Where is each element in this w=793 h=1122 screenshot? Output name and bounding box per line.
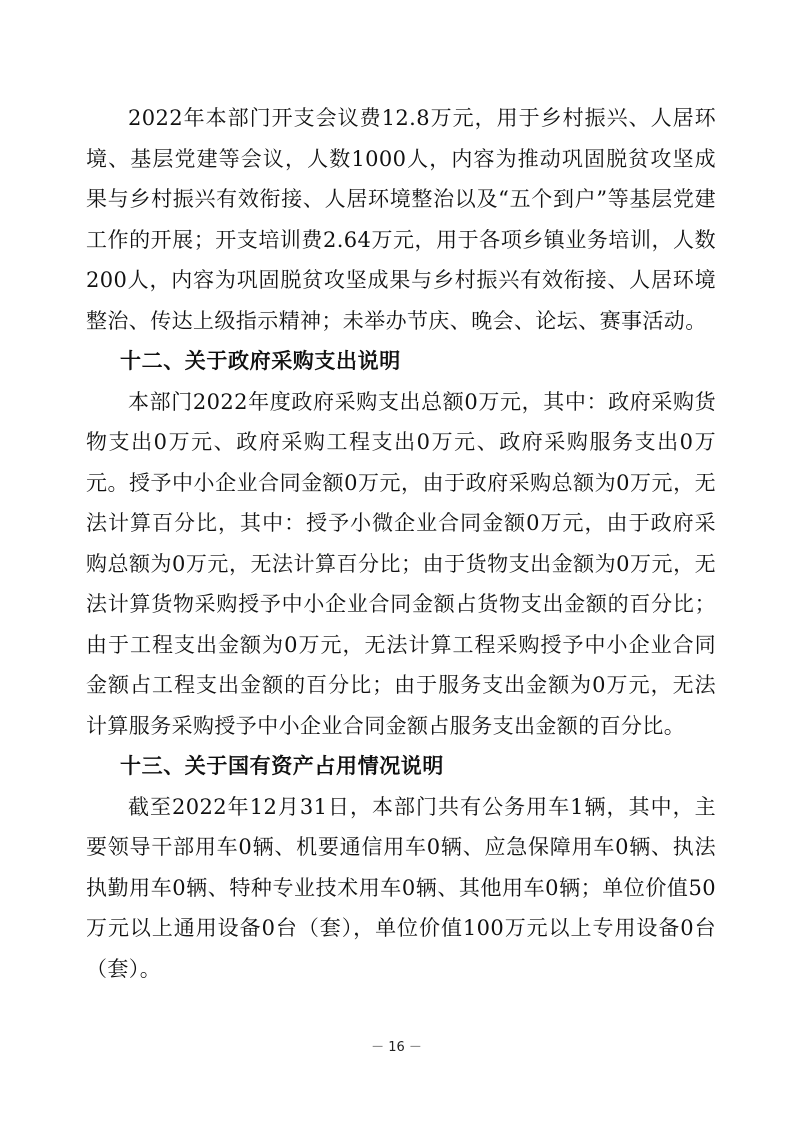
heading-government-procurement: 十二、关于政府采购支出说明 <box>120 349 401 373</box>
paragraph-state-assets: 截至2022年12月31日，本部门共有公务用车1辆，其中，主要领导干部用车0辆、机要通信用车0辆、应急保障用车0辆、执法执勤用车0辆、特种专业技术用车0辆、其他用车0辆；单位价值50万元以上通用设备0台（套），单位价值100万元以上专用设备0台（套）。 <box>86 794 716 981</box>
page-number: － 16 － <box>371 1040 422 1055</box>
paragraph-government-procurement: 本部门2022年度政府采购支出总额0万元，其中：政府采购货物支出0万元、政府采购工程支出0万元、政府采购服务支出0万元。授予中小企业合同金额0万元，由于政府采购总额为0万元，无法计算百分比，其中：授予小微企业合同金额0万元，由于政府采购总额为0万元，无法计算百分比；由于货物支出金额为0万元，无法计算货物采购授予中小企业合同金额占货物支出金额的百分比；由于工程支出金额为0万元，无法计算工程采购授予中小企业合同金额占工程支出金额的百分比；由于服务支出金额为0万元，无法计算服务采购授予中小企业合同金额占服务支出金额的百分比。 <box>86 389 716 738</box>
document-body <box>86 98 716 989</box>
heading-state-assets: 十三、关于国有资产占用情况说明 <box>120 754 444 778</box>
paragraph-meeting-training-expenses: 2022年本部门开支会议费12.8万元，用于乡村振兴、人居环境、基层党建等会议，人数1000人，内容为推动巩固脱贫攻坚成果与乡村振兴有效衔接、人居环境整治以及“五个到户”等基层党建工作的开展；开支培训费2.64万元，用于各项乡镇业务培训，人数200人，内容为巩固脱贫攻坚成果与乡村振兴有效衔接、人居环境整治、传达上级指示精神；未举办节庆、晚会、论坛、赛事活动。 <box>86 106 716 333</box>
